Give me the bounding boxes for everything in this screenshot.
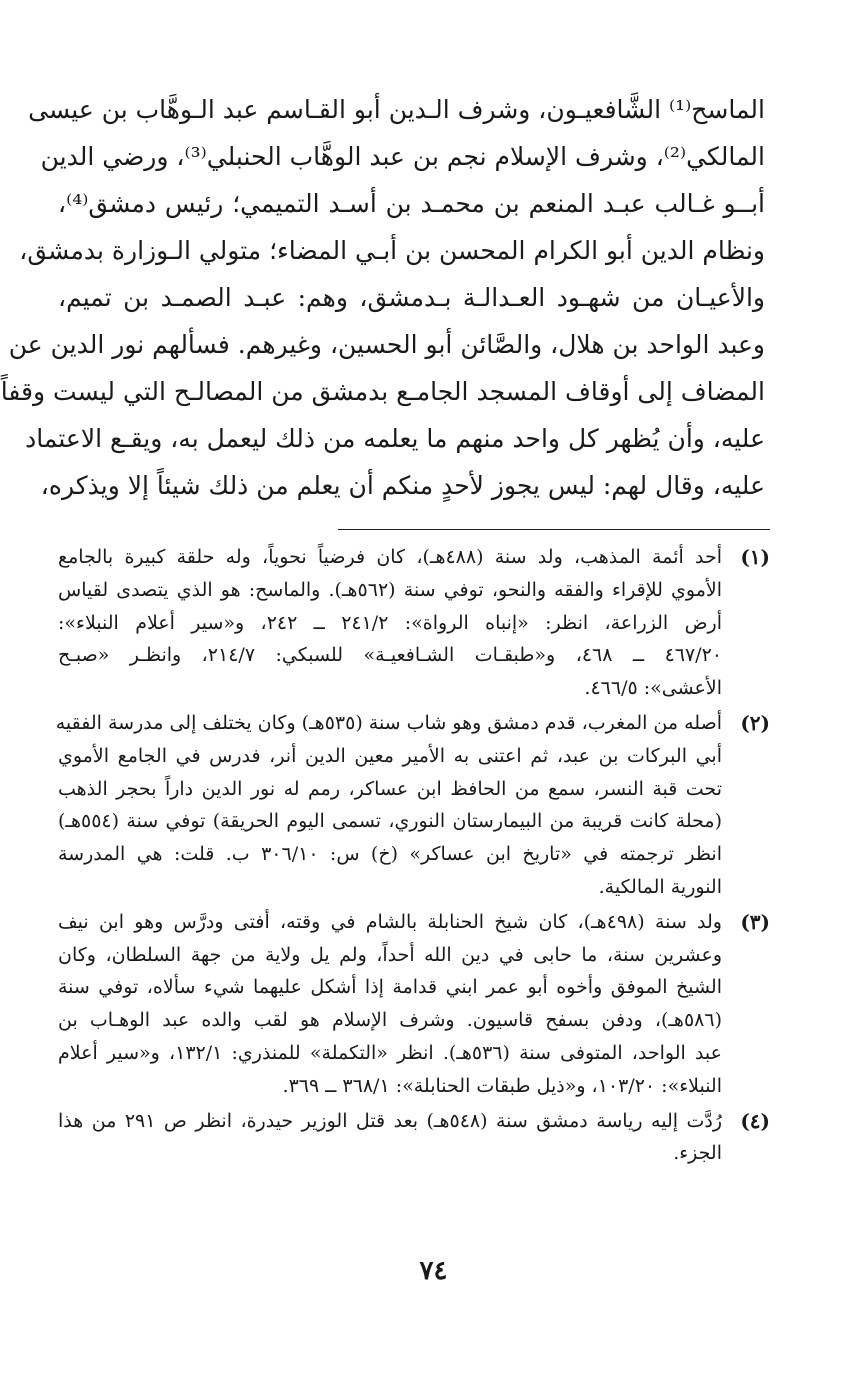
- footnote-line: أصله من المغرب، قدم دمشق وهو شاب سنة (٥٣٥هـ) وكان يختلف إلى مدرسة الفقيه: [55, 711, 722, 734]
- main-text-line: أبــو غـالب عبـد المنعم بن محمـد بن أسـد التميمي؛ رئيس دمشق⁽⁴⁾،: [58, 189, 765, 218]
- main-text-line: الماسح⁽¹⁾ الشَّافعيـون، وشرف الـدين أبو القـاسم عبد الـوهَّاب بن عيسى: [28, 95, 765, 124]
- footnote-line: أبي البركات بن عبد، ثم اعتنى به الأمير معين الدين أنر، فدرس في الجامع الأموي: [58, 744, 722, 767]
- footnote-line: النبلاء»: ١٠٣/٢٠، و«ذيل طبقات الحنابلة»: ٣٦٨/١ ــ ٣٦٩.: [282, 1074, 722, 1097]
- main-text-line: وعبد الواحد بن هلال، والصَّائن أبو الحسين، وغيرهم. فسألهم نور الدين عن: [8, 330, 765, 359]
- page-number: ٧٤: [419, 1256, 448, 1286]
- footnote-line: عبد الواحد، المتوفى سنة (٥٣٦هـ). انظر «التكملة» للمنذري: ١٣٢/١، و«سير أعلام: [58, 1041, 722, 1064]
- footnote-line: (٥٨٦هـ)، ودفن بسفح قاسيون. وشرف الإسلام هو لقب والده عبد الوهـاب بن: [58, 1009, 722, 1032]
- footnote-line: الجزء.: [673, 1142, 722, 1165]
- footnote-line: تحت قبة النسر، سمع من الحافظ ابن عساكر، رمم له نور الدين داراً بحجر الذهب: [58, 777, 722, 800]
- footnote-line: الشيخ الموفق وأخوه أبو عمر ابني قدامة إذا أشكل عليهما شيء سألاه، توفي سنة: [58, 976, 722, 999]
- footnote-line: أحد أئمة المذهب، ولد سنة (٤٨٨هـ)، كان فرضياً نحوياً، وله حلقة كبيرة بالجامع: [58, 546, 722, 568]
- footnote-line: النورية المالكية.: [598, 875, 722, 898]
- main-text-line: عليه، وقال لهم: ليس يجوز لأحدٍ منكم أن يعلم من ذلك شيئاً إلا ويذكره،: [40, 471, 765, 500]
- footnote-number: (٤): [740, 1108, 770, 1133]
- footnote-number: (٢): [740, 710, 770, 735]
- footnote-line: رُدَّت إليه رياسة دمشق سنة (٥٤٨هـ) بعد قتل الوزير حيدرة، انظر ص ٢٩١ من هذا: [58, 1109, 722, 1132]
- footnote-line: أرض الزراعة، انظر: «إنباه الرواة»: ٢٤١/٢ ــ ٢٤٢، و«سير أعلام النبلاء»:: [58, 611, 722, 634]
- footnote-line: (محلة كانت قريبة من البيمارستان النوري، تسمى اليوم الحريقة) توفي سنة (٥٥٤هـ): [58, 810, 722, 833]
- footnote-line: الأموي للإقراء والفقه والنحو، توفي سنة (٥٦٢هـ). والماسح: هو الذي يتصدى لقياس: [58, 578, 722, 601]
- footnote-line: انظر ترجمته في «تاريخ ابن عساكر» (خ) س: ٣٠٦/١٠ ب. قلت: هي المدرسة: [58, 843, 722, 866]
- main-text: [0, 86, 765, 509]
- footnote-number: (٣): [740, 909, 770, 934]
- main-text-line: والأعيـان من شهـود العـدالـة بـدمشق، وهم: عبـد الصمـد بن تميم،: [58, 283, 765, 312]
- footnote-3: [58, 906, 770, 1103]
- footnote-1: [58, 541, 770, 705]
- footnote-number: (١): [740, 545, 770, 569]
- footnote-separator: [338, 529, 770, 530]
- main-text-line: المالكي⁽²⁾، وشرف الإسلام نجم بن عبد الوهَّاب الحنبلي⁽³⁾، ورضي الدين: [40, 142, 765, 171]
- footnote-2: [55, 707, 770, 904]
- main-text-line: عليه، وأن يُظهر كل واحد منهم ما يعلمه من ذلك ليعمل به، ويقـع الاعتماد: [25, 424, 765, 453]
- main-text-line: ونظام الدين أبو الكرام المحسن بن أبـي المضاء؛ متولي الـوزارة بدمشق،: [19, 236, 765, 265]
- footnote-line: الأعشى»: ٤٦٦/٥.: [584, 677, 722, 700]
- footnote-4: [58, 1105, 770, 1171]
- main-text-line: المضاف إلى أوقاف المسجد الجامـع بدمشق من المصالـح التي ليست وقفاً: [0, 377, 765, 406]
- footnotes: [55, 541, 770, 1172]
- footnote-line: وعشرين سنة، ما حابى في دين الله أحداً، ولم يل ولاية من جهة السلطان، وكان: [58, 943, 722, 966]
- footnote-line: ٤٦٧/٢٠ ــ ٤٦٨، و«طبقـات الشـافعيـة» للسبكي: ٢١٤/٧، وانظـر «صبـح: [58, 644, 722, 667]
- footnote-line: ولد سنة (٤٩٨هـ)، كان شيخ الحنابلة بالشام في وقته، أفتى ودرَّس وهو ابن نيف: [58, 910, 722, 933]
